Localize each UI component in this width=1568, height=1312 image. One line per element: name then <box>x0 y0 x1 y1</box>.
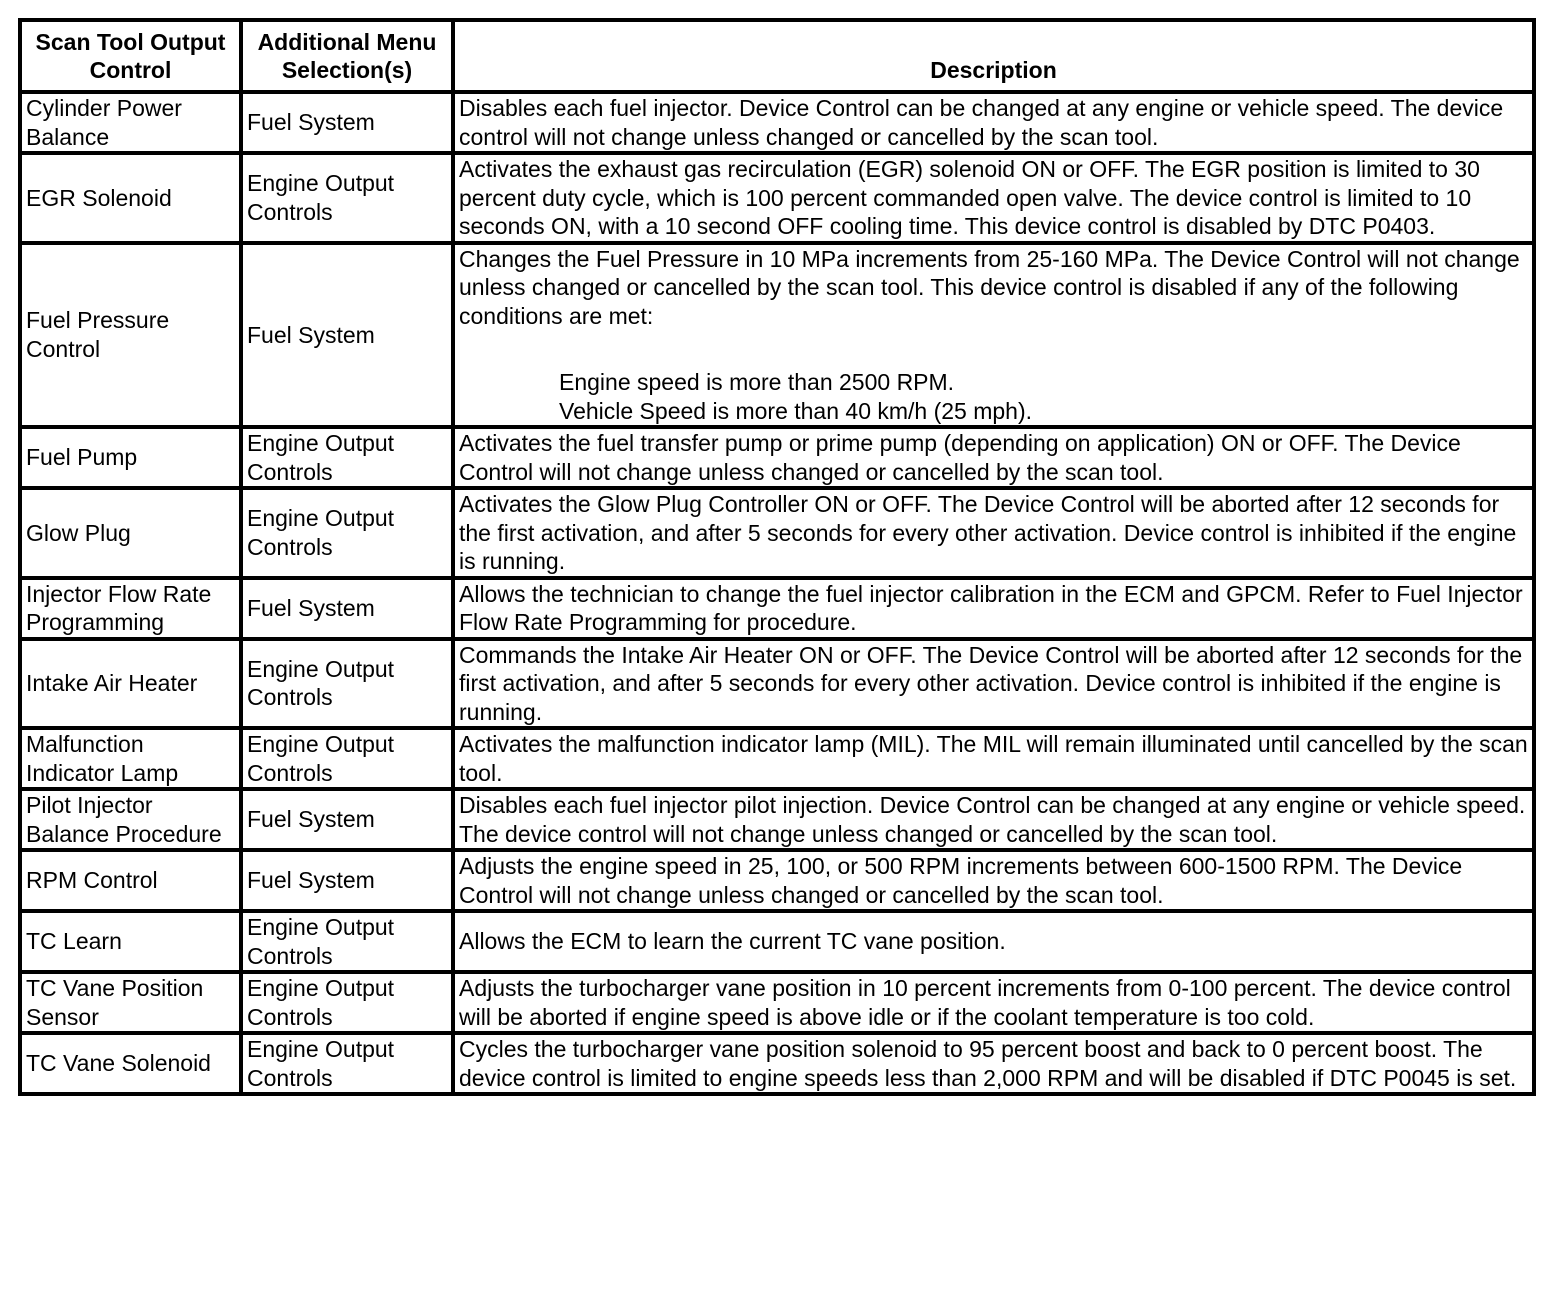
header-additional-menu-selections: Additional Menu Selection(s) <box>241 20 453 92</box>
cell-description <box>453 92 1534 153</box>
cell-menu-selection: Engine Output Controls <box>241 488 453 578</box>
table-row <box>20 488 1534 578</box>
description-text: Disables each fuel injector pilot injection. Device Control can be changed at any engine or vehicle speed. The device control will not change unless changed or cancelled by the scan tool. <box>459 792 1526 847</box>
table-row <box>20 92 1534 153</box>
cell-menu-selection: Fuel System <box>241 243 453 428</box>
cell-control: Pilot Injector Balance Procedure <box>20 789 241 850</box>
cell-description <box>453 639 1534 729</box>
table-row <box>20 1033 1534 1094</box>
description-text: Adjusts the engine speed in 25, 100, or 500 RPM increments between 600-1500 RPM. The Device Control will not change unless changed or cancelled by the scan tool. <box>459 853 1463 908</box>
cell-menu-selection: Engine Output Controls <box>241 728 453 789</box>
description-text: Allows the technician to change the fuel injector calibration in the ECM and GPCM. Refer to Fuel Injector Flow Rate Programming for procedure. <box>459 580 1523 635</box>
cell-control: TC Learn <box>20 911 241 972</box>
cell-control: Malfunction Indicator Lamp <box>20 728 241 789</box>
cell-description <box>453 972 1534 1033</box>
cell-menu-selection: Fuel System <box>241 850 453 911</box>
condition-item: Engine speed is more than 2500 RPM. <box>559 369 955 395</box>
cell-menu-selection: Engine Output Controls <box>241 427 453 488</box>
description-text: Changes the Fuel Pressure in 10 MPa increments from 25-160 MPa. The Device Control will not change unless changed or cancelled by the scan tool. This device control is disabled if any of the following conditions are met: <box>459 245 1520 329</box>
description-text: Cycles the turbocharger vane position solenoid to 95 percent boost and back to 0 percent boost. The device control is limited to engine speeds less than 2,000 RPM and will be disabled if DTC P0045 is set. <box>459 1036 1517 1091</box>
cell-control: Fuel Pump <box>20 427 241 488</box>
cell-menu-selection: Fuel System <box>241 578 453 639</box>
cell-menu-selection: Engine Output Controls <box>241 153 453 243</box>
cell-description <box>453 850 1534 911</box>
cell-description <box>453 1033 1534 1094</box>
cell-control: EGR Solenoid <box>20 153 241 243</box>
table-row <box>20 578 1534 639</box>
table-row <box>20 850 1534 911</box>
description-text: Allows the ECM to learn the current TC vane position. <box>459 928 1006 955</box>
cell-control: Cylinder Power Balance <box>20 92 241 153</box>
cell-menu-selection: Engine Output Controls <box>241 972 453 1033</box>
description-text: Disables each fuel injector. Device Control can be changed at any engine or vehicle speed. The device control will not change unless changed or cancelled by the scan tool. <box>459 95 1504 150</box>
header-description: Description <box>453 20 1534 92</box>
description-text: Activates the Glow Plug Controller ON or OFF. The Device Control will be aborted after 12 seconds for the first activation, and after 5 seconds for every other activation. Device control is inhibited if the engine is running. <box>459 491 1517 574</box>
scan-tool-output-controls-table <box>18 18 1536 1096</box>
cell-menu-selection: Fuel System <box>241 789 453 850</box>
cell-description <box>453 427 1534 488</box>
cell-description <box>453 153 1534 243</box>
table-row <box>20 972 1534 1033</box>
cell-description <box>453 728 1534 789</box>
table-row <box>20 243 1534 428</box>
cell-menu-selection: Fuel System <box>241 92 453 153</box>
spacer <box>459 330 1528 368</box>
cell-description <box>453 911 1534 972</box>
table-row <box>20 789 1534 850</box>
header-row <box>20 20 1534 92</box>
cell-menu-selection: Engine Output Controls <box>241 639 453 729</box>
cell-description <box>453 243 1534 428</box>
description-text: Adjusts the turbocharger vane position in 10 percent increments from 0-100 percent. The device control will be aborted if engine speed is above idle or if the coolant temperature is too cold. <box>459 975 1511 1030</box>
table-row <box>20 639 1534 729</box>
table-body <box>20 92 1534 1094</box>
description-text: Activates the fuel transfer pump or prime pump (depending on application) ON or OFF. The Device Control will not change unless changed or cancelled by the scan tool. <box>459 430 1461 485</box>
cell-menu-selection: Engine Output Controls <box>241 911 453 972</box>
cell-menu-selection: Engine Output Controls <box>241 1033 453 1094</box>
table-row <box>20 728 1534 789</box>
cell-control: Fuel Pressure Control <box>20 243 241 428</box>
cell-control: Injector Flow Rate Programming <box>20 578 241 639</box>
cell-control: Intake Air Heater <box>20 639 241 729</box>
cell-description <box>453 789 1534 850</box>
condition-item: Vehicle Speed is more than 40 km/h (25 mph). <box>559 397 1033 424</box>
cell-control: TC Vane Position Sensor <box>20 972 241 1033</box>
cell-control: RPM Control <box>20 850 241 911</box>
description-text: Activates the malfunction indicator lamp (MIL). The MIL will remain illuminated until cancelled by the scan tool. <box>459 731 1528 786</box>
cell-control: Glow Plug <box>20 488 241 578</box>
cell-control: TC Vane Solenoid <box>20 1033 241 1094</box>
table-row <box>20 427 1534 488</box>
cell-description <box>453 488 1534 578</box>
table-row <box>20 153 1534 243</box>
description-text: Commands the Intake Air Heater ON or OFF. The Device Control will be aborted after 12 seconds for the first activation, and after 5 seconds for every other activation. Device control is inhibited if the engine is running. <box>459 641 1523 725</box>
cell-description <box>453 578 1534 639</box>
description-text: Activates the exhaust gas recirculation (EGR) solenoid ON or OFF. The EGR position is limited to 30 percent duty cycle, which is 100 percent commanded open valve. The device control is limited to 10 seconds ON, with a 10 second OFF cooling time. This device control is disabled by DTC P0403. <box>459 156 1480 239</box>
header-scan-tool-output-control: Scan Tool Output Control <box>20 20 241 92</box>
table-row <box>20 911 1534 972</box>
